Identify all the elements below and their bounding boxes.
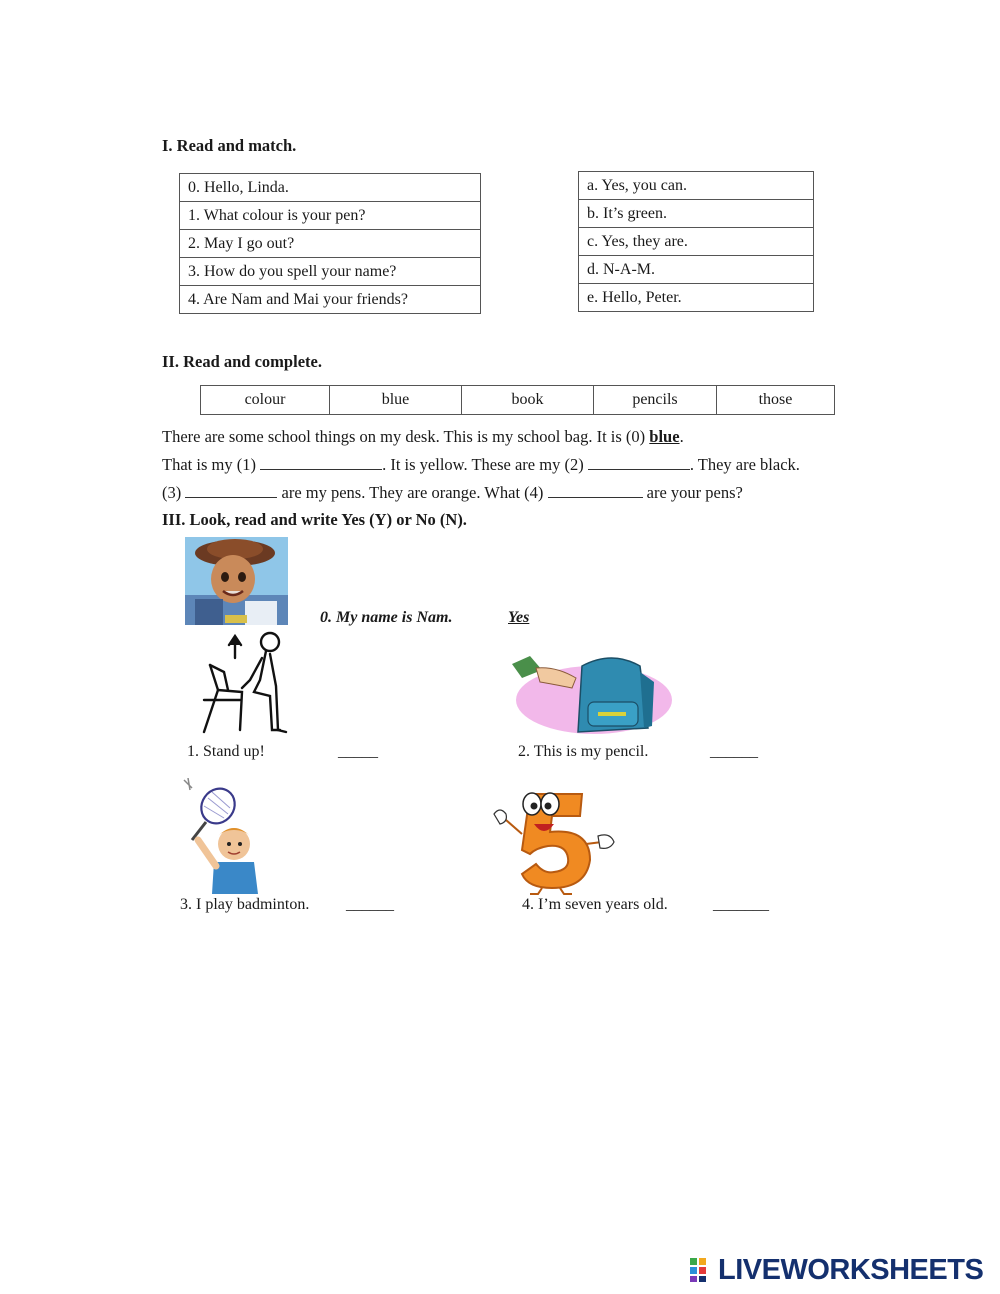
table-row (180, 230, 481, 258)
questions-table (179, 173, 481, 314)
question-4: 4. Are Nam and Mai your friends? (180, 286, 481, 314)
item-1-text: 1. Stand up! (187, 743, 265, 760)
table-row (579, 284, 814, 312)
answer-a: a. Yes, you can. (579, 172, 814, 200)
word-colour: colour (201, 386, 330, 415)
blank-1-input[interactable] (260, 455, 382, 470)
table-row (579, 172, 814, 200)
answer-c: c. Yes, they are. (579, 228, 814, 256)
answer-d: d. N-A-M. (579, 256, 814, 284)
item-4-text: 4. I’m seven years old. (522, 896, 668, 913)
passage-line-3 (162, 483, 743, 503)
blank-4-input[interactable] (548, 483, 643, 498)
passage-text: . It is yellow. These are my (2) (382, 455, 588, 474)
item-1-blank[interactable]: _____ (338, 743, 378, 760)
table-row (180, 174, 481, 202)
item-3-text: 3. I play badminton. (180, 896, 310, 913)
question-1: 1. What colour is your pen? (180, 202, 481, 230)
word-box (200, 385, 835, 415)
passage-text: are my pens. They are orange. What (4) (277, 483, 548, 502)
table-row (579, 228, 814, 256)
table-row (201, 386, 835, 415)
answer-e: e. Hello, Peter. (579, 284, 814, 312)
question-3: 3. How do you spell your name? (180, 258, 481, 286)
word-book: book (462, 386, 594, 415)
passage-text: are your pens? (642, 483, 743, 502)
section-1-heading: I. Read and match. (162, 136, 297, 155)
item-4-blank[interactable]: _______ (713, 896, 769, 913)
passage-line-1 (162, 427, 684, 447)
logo-grid-icon (690, 1258, 716, 1282)
blank-3-input[interactable] (185, 483, 277, 498)
question-0: 0. Hello, Linda. (180, 174, 481, 202)
blank-2-input[interactable] (588, 455, 690, 470)
example-answer: blue (649, 427, 680, 446)
word-pencils: pencils (594, 386, 717, 415)
passage-text: . They are black. (689, 455, 800, 474)
answers-table (578, 171, 814, 312)
stand-up-picture (190, 630, 290, 738)
answer-b: b. It’s green. (579, 200, 814, 228)
passage-text: There are some school things on my desk. This is my school bag. It is (0) (162, 427, 650, 446)
table-row (180, 286, 481, 314)
table-row (180, 202, 481, 230)
example-sentence: 0. My name is Nam. (320, 609, 453, 626)
passage-text: . (679, 427, 684, 446)
badminton-boy-picture (178, 778, 276, 894)
section-2-heading: II. Read and complete. (162, 352, 322, 371)
liveworksheets-logo (690, 1253, 983, 1287)
passage-line-2 (162, 455, 800, 475)
question-2: 2. May I go out? (180, 230, 481, 258)
item-2-blank[interactable]: ______ (710, 743, 758, 760)
boy-nam-picture (185, 537, 288, 625)
word-those: those (717, 386, 835, 415)
school-bag-picture (512, 652, 672, 736)
table-row (579, 256, 814, 284)
logo-text: LIVEWORKSHEETS (718, 1253, 984, 1286)
example-answer-yes: Yes (508, 609, 530, 626)
section-3-heading: III. Look, read and write Yes (Y) or No (N). (162, 510, 467, 529)
item-3-blank[interactable]: ______ (346, 896, 394, 913)
passage-text: (3) (162, 483, 186, 502)
passage-text: That is my (1) (162, 455, 261, 474)
number-five-picture (486, 784, 622, 896)
word-blue: blue (330, 386, 462, 415)
table-row (180, 258, 481, 286)
item-2-text: 2. This is my pencil. (518, 743, 649, 760)
table-row (579, 200, 814, 228)
